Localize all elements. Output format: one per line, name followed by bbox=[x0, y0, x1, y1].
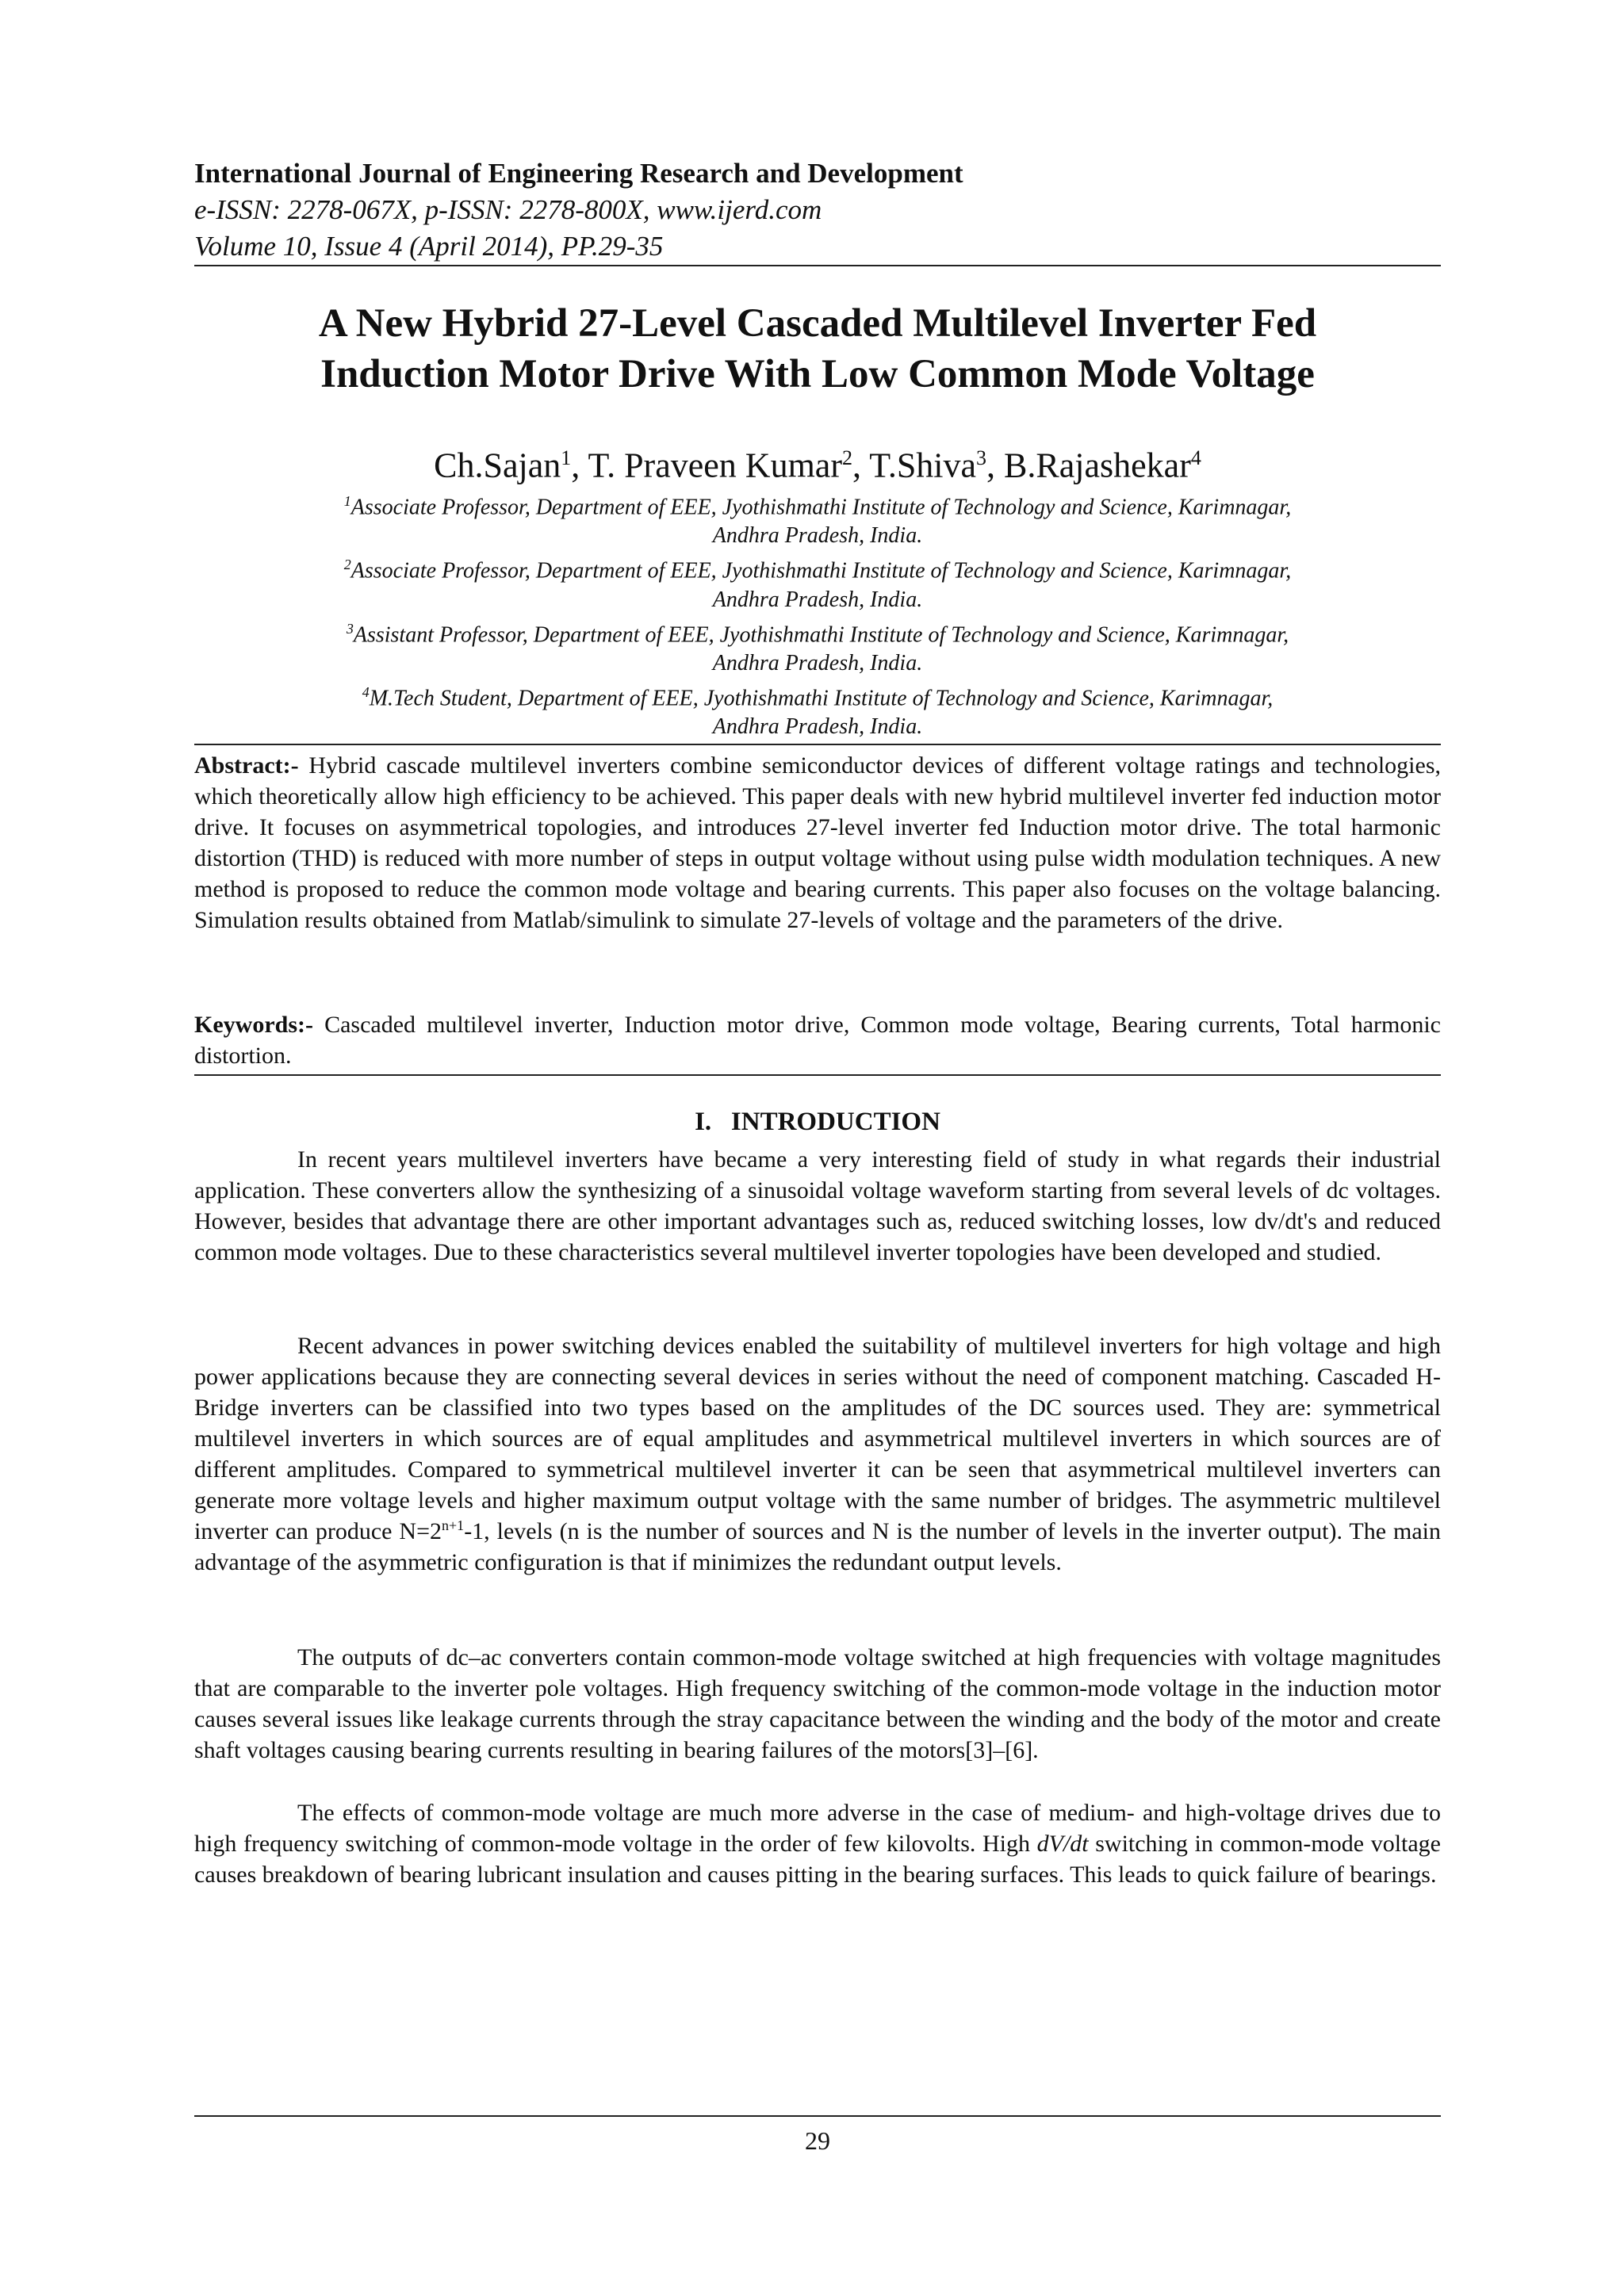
footer-rule bbox=[194, 2115, 1441, 2117]
author-separator: , bbox=[852, 446, 870, 485]
keywords bbox=[194, 1009, 1441, 1071]
affiliation bbox=[194, 614, 1441, 649]
section-heading-introduction: I. INTRODUCTION bbox=[695, 1108, 940, 1136]
affiliation-marker: 1 bbox=[343, 493, 351, 509]
keywords-text: Cascaded multilevel inverter, Induction motor drive, Common mode voltage, Bearing currents, Total harmonic distortion. bbox=[194, 1012, 1441, 1069]
affiliation-marker: 3 bbox=[346, 620, 354, 637]
italic-term: dV/dt bbox=[1036, 1831, 1089, 1857]
abstract-label: Abstract:- bbox=[194, 752, 299, 779]
affiliation-location: Andhra Pradesh, India. bbox=[712, 714, 923, 740]
page-number: 29 bbox=[805, 2126, 830, 2155]
paragraph-text bbox=[194, 1797, 1441, 1890]
paragraph-text: The outputs of dc–ac converters contain common-mode voltage switched at high frequencies with voltage magnitudes that are comparable to the inverter pole voltages. High frequency switching of the common-mode voltage in the induction motor causes several issues like leakage currents through the stray capacitance between the winding and the body of the motor and create shaft voltages causing bearing currents resulting in bearing failures of the motors[3]–[6]. bbox=[194, 1644, 1441, 1763]
paragraph-text bbox=[194, 1330, 1441, 1578]
abstract-top-rule bbox=[194, 744, 1441, 745]
intro-paragraph-1 bbox=[194, 1144, 1441, 1268]
text-run: switching in common-mode voltage causes breakdown of bearing lubricant insulation and causes pitting in the bearing surfaces. This leads to quick failure of bearings. bbox=[194, 1831, 1441, 1888]
author: Ch.Sajan bbox=[434, 446, 561, 485]
author: T. Praveen Kumar bbox=[588, 446, 842, 485]
journal-header bbox=[194, 155, 1441, 265]
affiliation-line: Assistant Professor, Department of EEE, Jyothishmathi Institute of Technology and Science, Karimnagar, bbox=[353, 622, 1289, 647]
affiliation-location: Andhra Pradesh, India. bbox=[712, 587, 923, 612]
affiliation-line: Associate Professor, Department of EEE, Jyothishmathi Institute of Technology and Science, Karimnagar, bbox=[350, 495, 1292, 520]
affiliation-line: M.Tech Student, Department of EEE, Jyothishmathi Institute of Technology and Science, Karimnagar, bbox=[369, 686, 1274, 711]
affiliation-marker: 2 bbox=[343, 557, 351, 573]
author-marker: 2 bbox=[841, 446, 852, 469]
affiliation-marker: 4 bbox=[362, 683, 370, 700]
author-marker: 1 bbox=[561, 446, 572, 469]
journal-name: International Journal of Engineering Research and Development bbox=[194, 158, 963, 189]
author-separator: , bbox=[986, 446, 1005, 485]
text-run: The effects of common-mode voltage are much more adverse in the case of medium- and high-voltage drives due to high frequency switching of common-mode voltage in the order of few kilovolts. High bbox=[194, 1800, 1441, 1857]
affiliation-line: Associate Professor, Department of EEE, Jyothishmathi Institute of Technology and Science, Karimnagar, bbox=[350, 558, 1292, 584]
intro-paragraph-4 bbox=[194, 1797, 1441, 1890]
intro-paragraph-2 bbox=[194, 1330, 1441, 1578]
affiliation bbox=[194, 487, 1441, 522]
paragraph-text: In recent years multilevel inverters have became a very interesting field of study in what regards their industrial application. These converters allow the synthesizing of a sinusoidal voltage waveform starting from several levels of dc voltages. However, besides that advantage there are other important advantages such as, reduced switching losses, low dv/dt's and reduced common mode voltages. Due to these characteristics several multilevel inverter topologies have been developed and studied. bbox=[194, 1146, 1441, 1265]
author: B.Rajashekar bbox=[1004, 446, 1191, 485]
abstract bbox=[194, 750, 1441, 936]
affiliation-location: Andhra Pradesh, India. bbox=[712, 523, 923, 549]
author-marker: 3 bbox=[976, 446, 987, 469]
journal-issn: e-ISSN: 2278-067X, p-ISSN: 2278-800X, www.ijerd.com bbox=[194, 194, 822, 225]
keywords-label: Keywords:- bbox=[194, 1012, 313, 1038]
title-line-1: A New Hybrid 27-Level Cascaded Multilevel Inverter Fed bbox=[318, 301, 1317, 346]
affiliation-location: Andhra Pradesh, India. bbox=[712, 650, 923, 675]
header-rule bbox=[194, 265, 1441, 266]
exponent: n+1 bbox=[442, 1517, 465, 1533]
journal-volume: Volume 10, Issue 4 (April 2014), PP.29-35 bbox=[194, 231, 664, 262]
affiliation-list bbox=[194, 487, 1441, 741]
title-line-2: Induction Motor Drive With Low Common Mode Voltage bbox=[320, 352, 1315, 396]
keywords-bottom-rule bbox=[194, 1074, 1441, 1076]
text-run: Recent advances in power switching devices enabled the suitability of multilevel inverters for high voltage and high power applications because they are connecting several devices in series without the need of component matching. Cascaded H-Bridge inverters can be classified into two types based on the amplitudes of the DC sources used. They are: symmetrical multilevel inverters in which sources are of equal amplitudes and asymmetrical multilevel inverters in which sources are of different amplitudes. Compared to symmetrical multilevel inverter it can be seen that asymmetrical multilevel inverters can generate more voltage levels and higher maximum output voltage with the same number of bridges. The asymmetric multilevel inverter can produce N=2 bbox=[194, 1333, 1441, 1544]
author-marker: 4 bbox=[1190, 446, 1201, 469]
affiliation bbox=[194, 550, 1441, 585]
text-run: -1, levels (n is the number of sources and N is the number of levels in the inverter output). The main advantage of the asymmetric configuration is that if minimizes the redundant output levels. bbox=[194, 1518, 1441, 1575]
intro-paragraph-3 bbox=[194, 1642, 1441, 1766]
abstract-text: Hybrid cascade multilevel inverters combine semiconductor devices of different voltage ratings and technologies, which theoretically allow high efficiency to be achieved. This paper deals with new hybrid multilevel inverter fed induction motor drive. It focuses on asymmetrical topologies, and introduces 27-level inverter fed Induction motor drive. The total harmonic distortion (THD) is reduced with more number of steps in output voltage without using pulse width modulation techniques. A new method is proposed to reduce the common mode voltage and bearing currents. This paper also focuses on the voltage balancing. Simulation results obtained from Matlab/simulink to simulate 27-levels of voltage and the parameters of the drive. bbox=[194, 752, 1441, 933]
author-list bbox=[194, 436, 1441, 488]
paper-title bbox=[194, 298, 1441, 400]
affiliation bbox=[194, 678, 1441, 713]
author-separator: , bbox=[571, 446, 588, 485]
author: T.Shiva bbox=[869, 446, 977, 485]
